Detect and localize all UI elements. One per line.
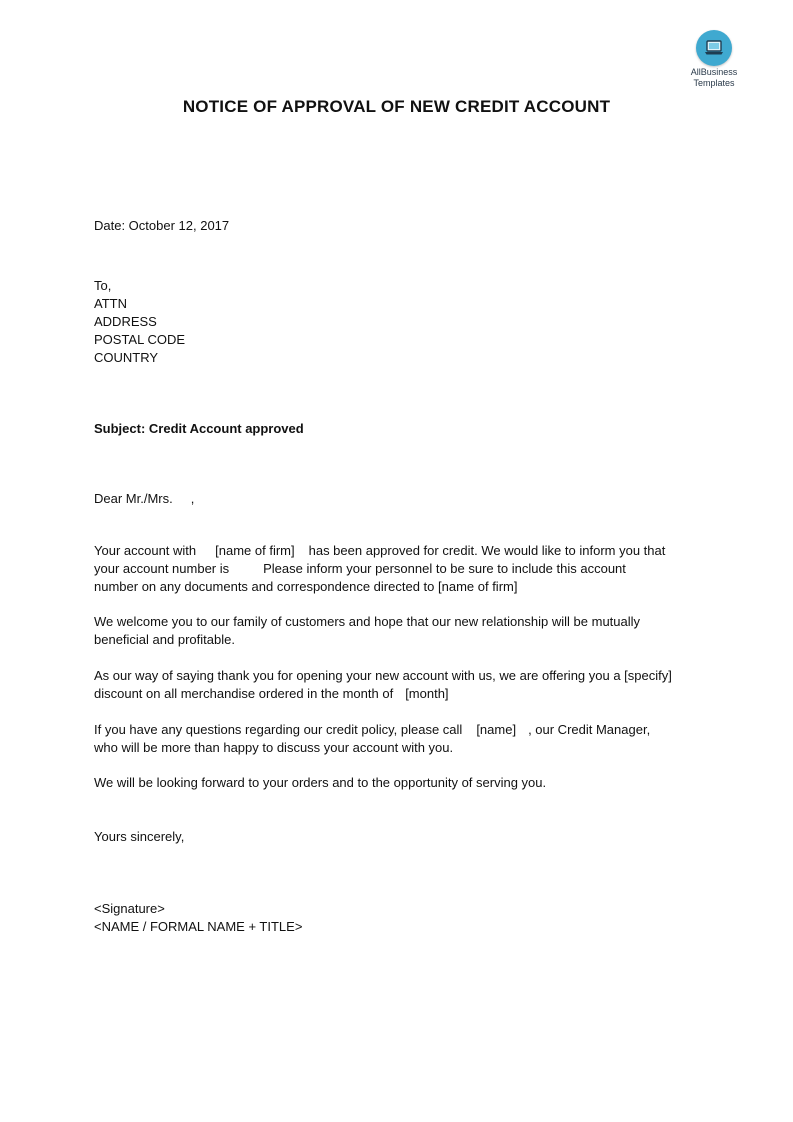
logo-text-line1: AllBusiness [690, 67, 738, 77]
signature-placeholder: <Signature> [94, 901, 165, 916]
paragraph-2-line-1: We welcome you to our family of customers and hope that our new relationship will be mutually [94, 614, 641, 629]
signer-name-title: <NAME / FORMAL NAME + TITLE> [94, 919, 303, 934]
paragraph-3-line-2 [94, 685, 449, 703]
address-country: COUNTRY [94, 350, 159, 365]
logo-text-line2: Templates [693, 78, 735, 88]
allbusiness-templates-logo [682, 30, 746, 88]
paragraph-2-line-2: beneficial and profitable. [94, 632, 235, 647]
address-postal-code: POSTAL CODE [94, 332, 186, 347]
paragraph-1-line-3: number on any documents and correspondence directed to [name of firm] [94, 579, 518, 594]
p1-text-a: Your account with [94, 543, 197, 558]
p4-text-a: If you have any questions regarding our credit policy, please call [94, 722, 463, 737]
closing: Yours sincerely, [94, 829, 185, 844]
letter-date: Date: October 12, 2017 [94, 218, 230, 233]
paragraph-4-line-2: who will be more than happy to discuss your account with you. [94, 740, 454, 755]
letter-subject: Subject: Credit Account approved [94, 421, 304, 436]
p4-text-c: , our Credit Manager, [528, 722, 651, 737]
paragraph-5: We will be looking forward to your orders and to the opportunity of serving you. [94, 775, 547, 790]
p3-text-a: discount on all merchandise ordered in the month of [94, 686, 394, 701]
p1-firm-placeholder: [name of firm] [215, 543, 295, 558]
salutation [94, 490, 194, 508]
document-title: NOTICE OF APPROVAL OF NEW CREDIT ACCOUNT [182, 97, 611, 116]
paragraph-1-line-2 [94, 560, 626, 578]
paragraph-4-line-1 [94, 721, 650, 739]
p1-text-d: Please inform your personnel to be sure to include this account [263, 561, 626, 576]
salutation-text: Dear Mr./Mrs. [94, 491, 173, 506]
p4-name-placeholder: [name] [476, 722, 517, 737]
address-street: ADDRESS [94, 314, 157, 329]
paragraph-1-line-1 [94, 542, 665, 560]
salutation-comma: , [190, 491, 195, 506]
p1-account-number-label: your account number is [94, 561, 230, 576]
p3-month-placeholder: [month] [405, 686, 449, 701]
address-attn: ATTN [94, 296, 127, 311]
laptop-icon [696, 30, 732, 66]
address-to: To, [94, 278, 112, 293]
paragraph-3-line-1: As our way of saying thank you for opening your new account with us, we are offering you a [specify] [94, 668, 672, 683]
p1-text-c: has been approved for credit. We would like to inform you that [308, 543, 666, 558]
